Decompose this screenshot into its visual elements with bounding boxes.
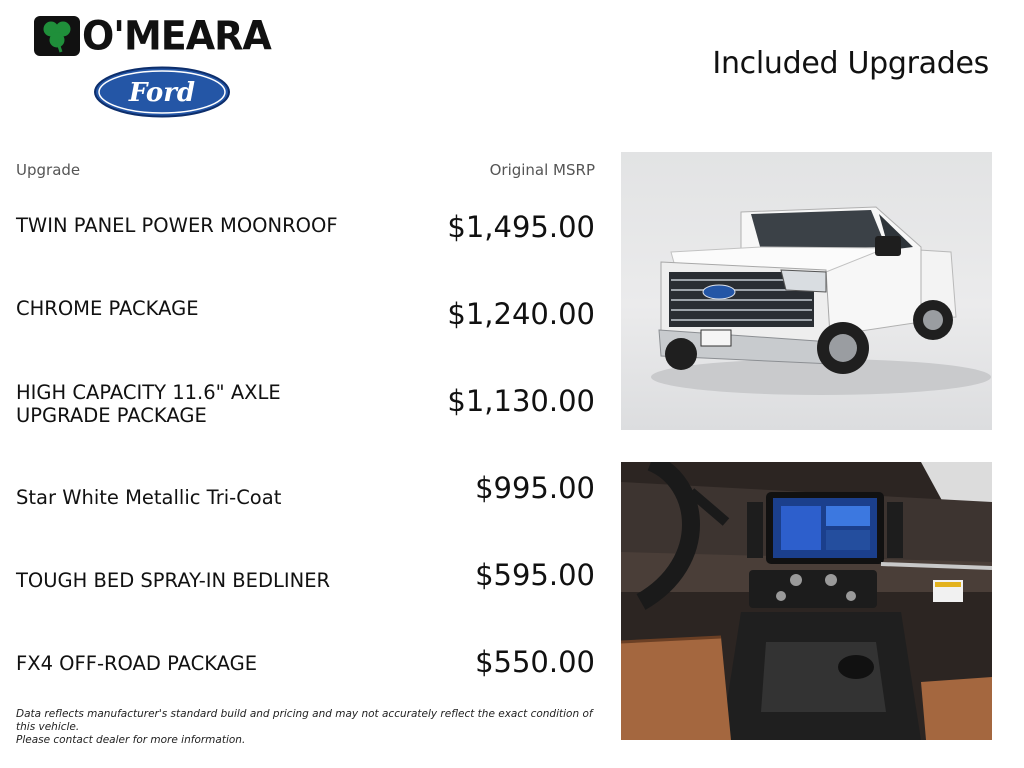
disclaimer-line: Data reflects manufacturer's standard build and pricing and may not accurately reflect the exact condition of this vehicle.	[16, 708, 593, 733]
upgrade-name: HIGH CAPACITY 11.6" AXLE UPGRADE PACKAGE	[16, 381, 281, 427]
dealer-name: O'MEARA	[82, 12, 271, 60]
upgrade-price: $1,495.00	[447, 210, 595, 244]
upgrade-price: $1,240.00	[447, 297, 595, 331]
column-header-msrp: Original MSRP	[489, 161, 595, 179]
ford-logo-text: Ford	[128, 78, 196, 108]
column-header-upgrade: Upgrade	[16, 161, 81, 179]
upgrade-price: $995.00	[475, 471, 595, 505]
disclaimer	[16, 708, 606, 747]
upgrade-name: FX4 OFF-ROAD PACKAGE	[16, 652, 258, 675]
truck-illustration	[621, 152, 992, 430]
dealer-logo	[34, 14, 290, 58]
upgrade-name: TOUGH BED SPRAY-IN BEDLINER	[16, 569, 331, 592]
truck-interior-photo	[621, 462, 992, 740]
upgrade-name: TWIN PANEL POWER MOONROOF	[16, 214, 338, 237]
upgrade-price: $550.00	[475, 645, 595, 679]
disclaimer-line: Please contact dealer for more information.	[16, 734, 246, 746]
interior-illustration	[621, 462, 992, 740]
truck-exterior-photo	[621, 152, 992, 430]
ford-logo	[93, 66, 231, 118]
upgrade-name: Star White Metallic Tri-Coat	[16, 486, 282, 509]
upgrade-price: $1,130.00	[447, 384, 595, 418]
shamrock-icon	[34, 16, 80, 56]
upgrade-price: $595.00	[475, 558, 595, 592]
page-title: Included Upgrades	[712, 46, 989, 81]
upgrade-name: CHROME PACKAGE	[16, 297, 199, 320]
